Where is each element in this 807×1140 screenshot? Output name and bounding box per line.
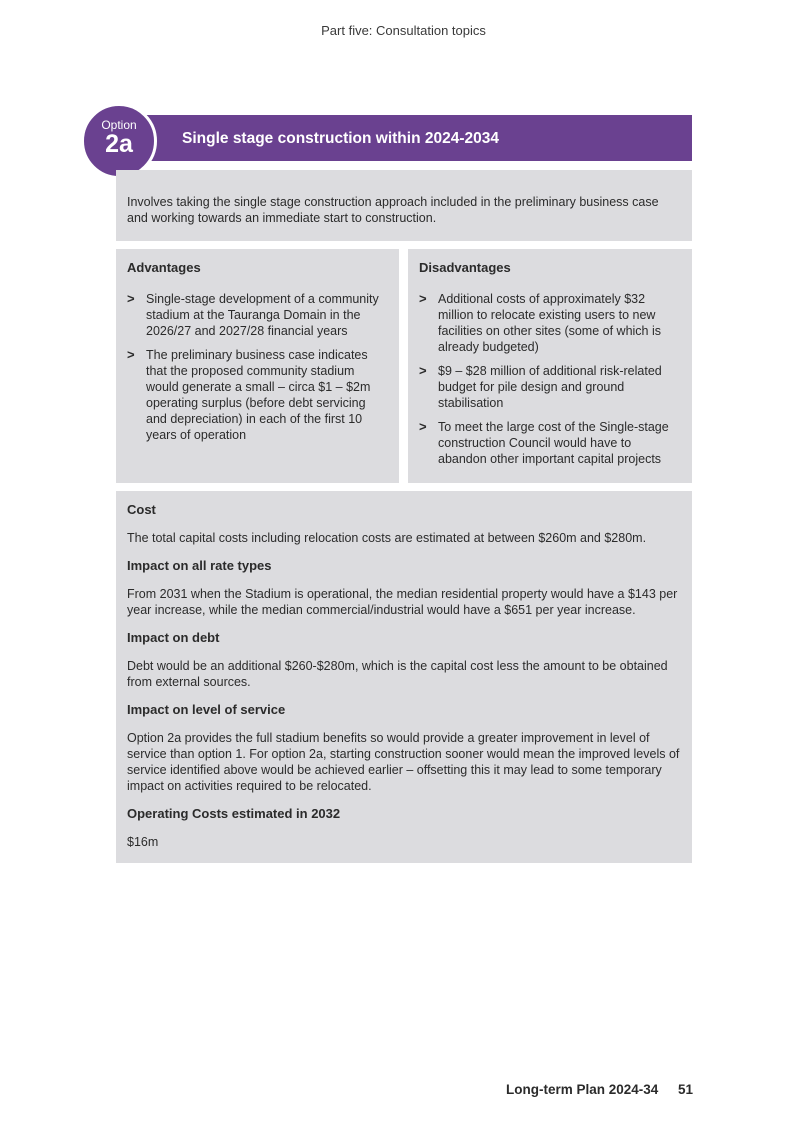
advantages-list	[127, 291, 387, 443]
option-badge	[81, 103, 157, 179]
list-item	[419, 363, 680, 411]
option-badge-label: Option	[101, 118, 137, 132]
details-panel	[116, 491, 692, 863]
page-number: 51	[678, 1082, 694, 1097]
intro-text: Involves taking the single stage construction approach included in the preliminary business case and working towards an immediate start to construction.	[127, 195, 659, 225]
operating-cost-text: $16m	[127, 835, 159, 849]
operating-cost-heading: Operating Costs estimated in 2032	[127, 806, 341, 821]
service-text: Option 2a provides the full stadium benefits so would provide a greater improvement in level of service than option 1. For option 2a, starting construction sooner would mean the improved levels of service identified above would be achieved earlier – offsetting this it may lead to some temporary impact on activities required to be relocated.	[127, 731, 680, 793]
list-item	[419, 291, 680, 355]
list-item-text: Single-stage development of a community stadium at the Tauranga Domain in the 2026/27 and 2027/28 financial years	[146, 292, 379, 338]
chevron-right-icon: >	[419, 363, 427, 378]
chevron-right-icon: >	[127, 347, 135, 362]
chevron-right-icon: >	[127, 291, 135, 306]
disadvantages-list	[419, 291, 680, 467]
debt-text: Debt would be an additional $260-$280m, which is the capital cost less the amount to be obtained from external sources.	[127, 659, 668, 689]
list-item-text: To meet the large cost of the Single-stage construction Council would have to abandon other important capital projects	[438, 420, 669, 466]
page-section-header: Part five: Consultation topics	[321, 23, 486, 38]
intro-panel	[116, 170, 692, 241]
cost-text: The total capital costs including relocation costs are estimated at between $260m and $280m.	[127, 531, 647, 545]
service-heading: Impact on level of service	[127, 702, 286, 717]
disadvantages-heading: Disadvantages	[419, 260, 511, 275]
advantages-panel	[116, 249, 399, 483]
option-title: Single stage construction within 2024-2034	[182, 130, 499, 147]
list-item	[127, 291, 387, 339]
option-badge-number: 2a	[105, 130, 133, 158]
rates-heading: Impact on all rate types	[127, 558, 272, 573]
list-item-text: Additional costs of approximately $32 million to relocate existing users to new facilities on other sites (some of which is already budgeted)	[438, 292, 662, 354]
chevron-right-icon: >	[419, 419, 427, 434]
list-item	[127, 347, 387, 443]
debt-heading: Impact on debt	[127, 630, 220, 645]
list-item	[419, 419, 680, 467]
list-item-text: The preliminary business case indicates that the proposed community stadium would generate a small – circa $1 – $2m operating surplus (before debt servicing and depreciation) in each of the first 10 years of operation	[146, 348, 371, 442]
chevron-right-icon: >	[419, 291, 427, 306]
cost-heading: Cost	[127, 502, 156, 517]
rates-text: From 2031 when the Stadium is operational, the median residential property would have a $143 per year increase, while the median commercial/industrial would have a $651 per year increase.	[127, 587, 678, 617]
footer-document-title: Long-term Plan 2024-34	[506, 1082, 659, 1097]
disadvantages-panel	[408, 249, 692, 483]
advantages-heading: Advantages	[127, 260, 201, 275]
list-item-text: $9 – $28 million of additional risk-related budget for pile design and ground stabilisation	[438, 364, 662, 410]
